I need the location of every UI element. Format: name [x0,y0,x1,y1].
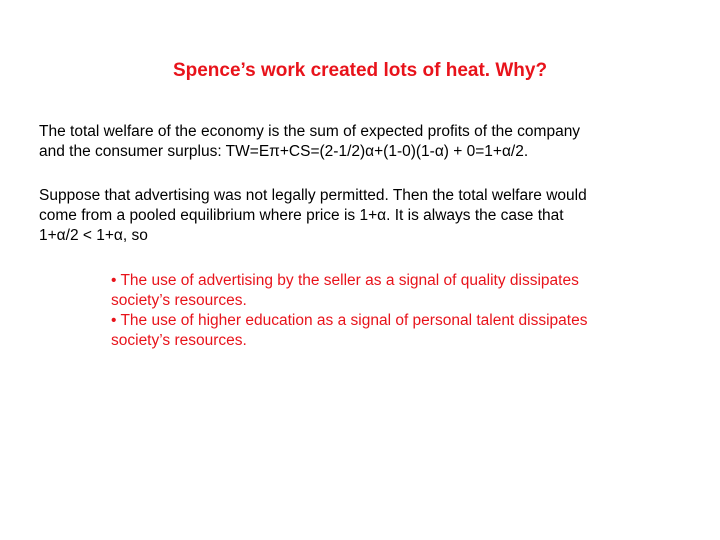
advertising-paragraph [39,186,709,246]
bullet-line: • The use of higher education as a signal of personal talent dissipates [111,312,588,329]
bullet-line: society’s resources. [111,332,247,349]
advertising-paragraph-line: Suppose that advertising was not legally permitted. Then the total welfare would [39,187,587,204]
welfare-paragraph-line: and the consumer surplus: TW=Eπ+CS=(2-1/2)α+(1-0)(1-α) + 0=1+α/2. [39,143,529,160]
conclusion-bullet-list [111,271,711,351]
welfare-paragraph-line: The total welfare of the economy is the sum of expected profits of the company [39,123,581,140]
bullet-item-advertising [111,271,711,311]
advertising-paragraph-line: come from a pooled equilibrium where price is 1+α. It is always the case that [39,207,564,224]
slide-title: Spence’s work created lots of heat. Why? [172,60,548,81]
welfare-paragraph [39,122,709,162]
advertising-paragraph-line: 1+α/2 < 1+α, so [39,227,148,244]
bullet-item-education [111,311,711,351]
bullet-line: • The use of advertising by the seller as a signal of quality dissipates [111,272,579,289]
bullet-line: society’s resources. [111,292,247,309]
